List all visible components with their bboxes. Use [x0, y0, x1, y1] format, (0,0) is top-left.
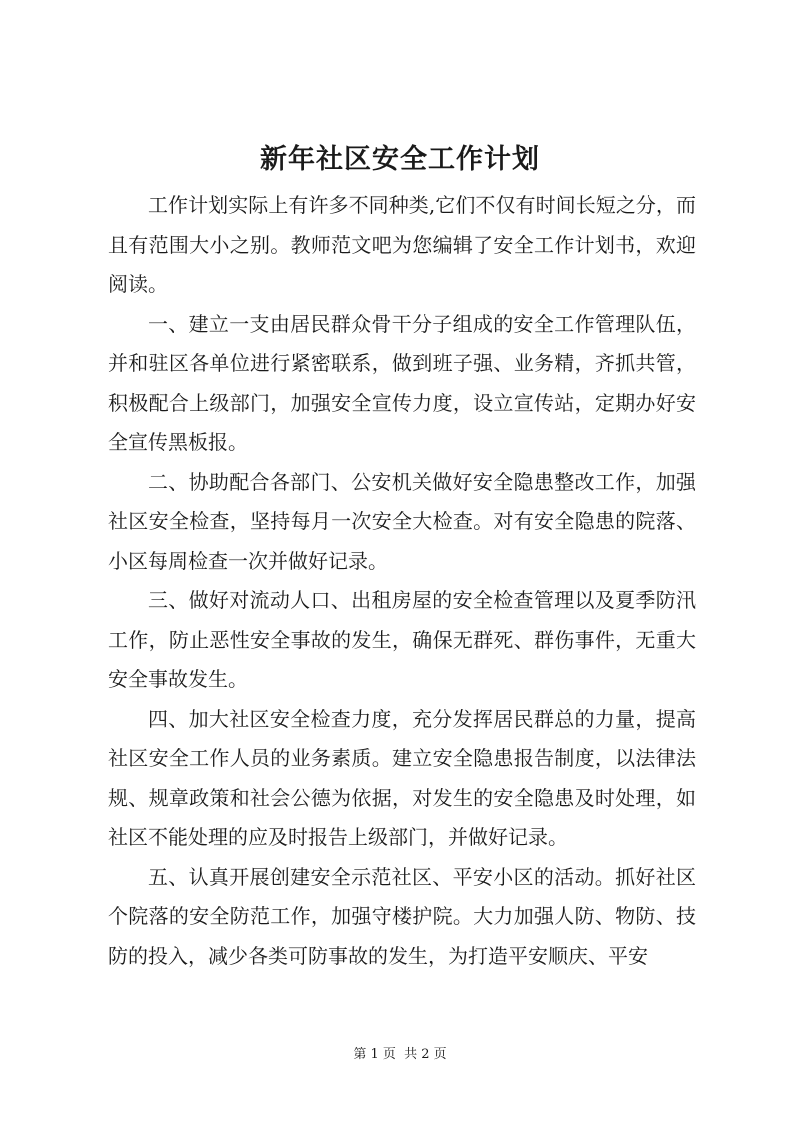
document-body: [108, 186, 696, 976]
document-title: 新年社区安全工作计划: [260, 144, 540, 175]
paragraph-item-1: 一、建立一支由居民群众骨干分子组成的安全工作管理队伍，并和驻区各单位进行紧密联系，做到班子强、业务精，齐抓共管，积极配合上级部门，加强安全宣传力度，设立宣传站，定期办好安全宣传黑板报。: [108, 311, 696, 454]
paragraph-intro: 工作计划实际上有许多不同种类,它们不仅有时间长短之分，而且有范围大小之别。教师范文吧为您编辑了安全工作计划书，欢迎阅读。: [108, 193, 696, 296]
paragraph-item-3: 三、做好对流动人口、出租房屋的安全检查管理以及夏季防汛工作，防止恶性安全事故的发生，确保无群死、群伤事件，无重大安全事故发生。: [108, 588, 696, 691]
paragraph-item-4: 四、加大社区安全检查力度，充分发挥居民群总的力量，提高社区安全工作人员的业务素质。建立安全隐患报告制度，以法律法规、规章政策和社会公德为依据，对发生的安全隐患及时处理，如社区不能处理的应及时报告上级部门，并做好记录。: [108, 706, 696, 849]
paragraph-item-5: 五、认真开展创建安全示范社区、平安小区的活动。抓好社区个院落的安全防范工作，加强守楼护院。大力加强人防、物防、技防的投入，减少各类可防事故的发生，为打造平安顺庆、平安: [108, 864, 696, 968]
page-number-footer: 第 1 页 共 2 页: [353, 1047, 447, 1062]
paragraph-item-2: 二、协助配合各部门、公安机关做好安全隐患整改工作，加强社区安全检查，坚持每月一次安全大检查。对有安全隐患的院落、小区每周检查一次并做好记录。: [108, 469, 696, 573]
